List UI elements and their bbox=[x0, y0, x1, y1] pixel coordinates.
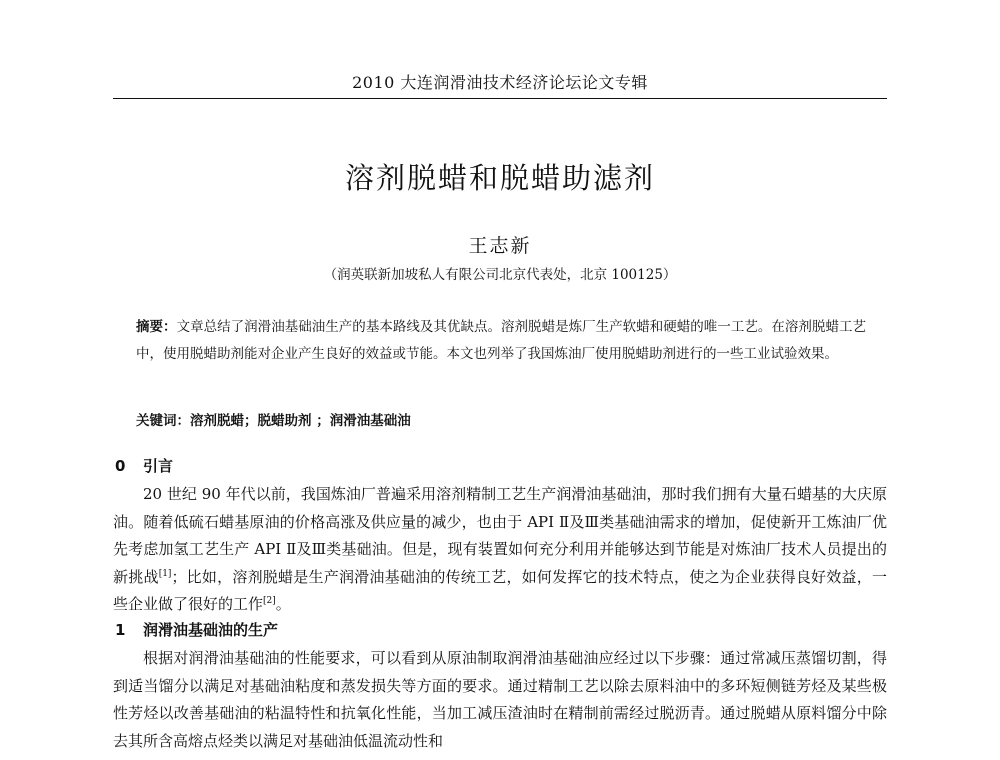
author-name: 王志新 bbox=[468, 235, 532, 257]
section-number: 0 bbox=[115, 457, 126, 475]
running-header: 2010 大连润滑油技术经济论坛论文专辑 bbox=[352, 73, 648, 92]
keywords-text: 溶剂脱蜡；脱蜡助剂 ；润滑油基础油 bbox=[190, 413, 411, 429]
paragraph-text: 。 bbox=[275, 595, 291, 613]
base-oil-production-paragraph: 根据对润滑油基础油的性能要求，可以看到从原油制取润滑油基础油应经过以下步骤：通过常减压蒸馏切割，得到适当馏分以满足对基础油粘度和蒸发损失等方面的要求。通过精制工艺以除去原料油中的多环短侧链芳烃及某些极性芳烃以改善基础油的粘温特性和抗氧化性能，当加工减压渣油时在精制前需经过脱沥青。通过脱蜡从原料馏分中除去其所含高熔点烃类以满足对基础油低温流动性和 bbox=[113, 649, 887, 750]
abstract-label: 摘要： bbox=[136, 319, 177, 335]
citation-1[interactable]: [1] bbox=[158, 568, 172, 579]
paper-title: 溶剂脱蜡和脱蜡助滤剂 bbox=[344, 161, 655, 195]
keywords bbox=[136, 409, 866, 429]
header-rule bbox=[113, 98, 887, 99]
section-heading-base-oil-production bbox=[115, 619, 278, 640]
introduction-paragraph bbox=[113, 481, 887, 619]
section-title: 引言 bbox=[143, 457, 174, 475]
abstract bbox=[136, 314, 866, 368]
citation-2[interactable]: [2] bbox=[263, 596, 276, 606]
abstract-text: 文章总结了润滑油基础油生产的基本路线及其优缺点。溶剂脱蜡是炼厂生产软蜡和硬蜡的唯一工艺。在溶剂脱蜡工艺中，使用脱蜡助剂能对企业产生良好的效益或节能。本文也列举了我国炼油厂使用脱蜡助剂进行的一些工业试验效果。 bbox=[136, 319, 867, 362]
keywords-label: 关键词： bbox=[136, 413, 190, 429]
section-number: 1 bbox=[115, 621, 126, 639]
section-heading-introduction bbox=[115, 455, 173, 476]
paragraph-text: ；比如，溶剂脱蜡是生产润滑油基础油的传统工艺，如何发挥它的技术特点，使之为企业获得良好效益，一些企业做了很好的工作 bbox=[113, 567, 887, 613]
author-affiliation: （润英联新加坡私人有限公司北京代表处，北京 100125） bbox=[323, 267, 677, 283]
section-title: 润滑油基础油的生产 bbox=[143, 621, 279, 639]
paragraph-text: 20 世纪 90 年代以前，我国炼油厂普遍采用溶剂精制工艺生产润滑油基础油，那时我们拥有大量石蜡基的大庆原油。随着低硫石蜡基原油的价格高涨及供应量的减少，也由于 API Ⅱ及Ⅲ类基础油需求的增加，促使新开工炼油厂优先考虑加氢工艺生产 API Ⅱ及Ⅲ类基础油。但是，现有装置如何充分利用并能够达到节能是对炼油厂技术人员提出的新挑战 bbox=[113, 485, 887, 586]
